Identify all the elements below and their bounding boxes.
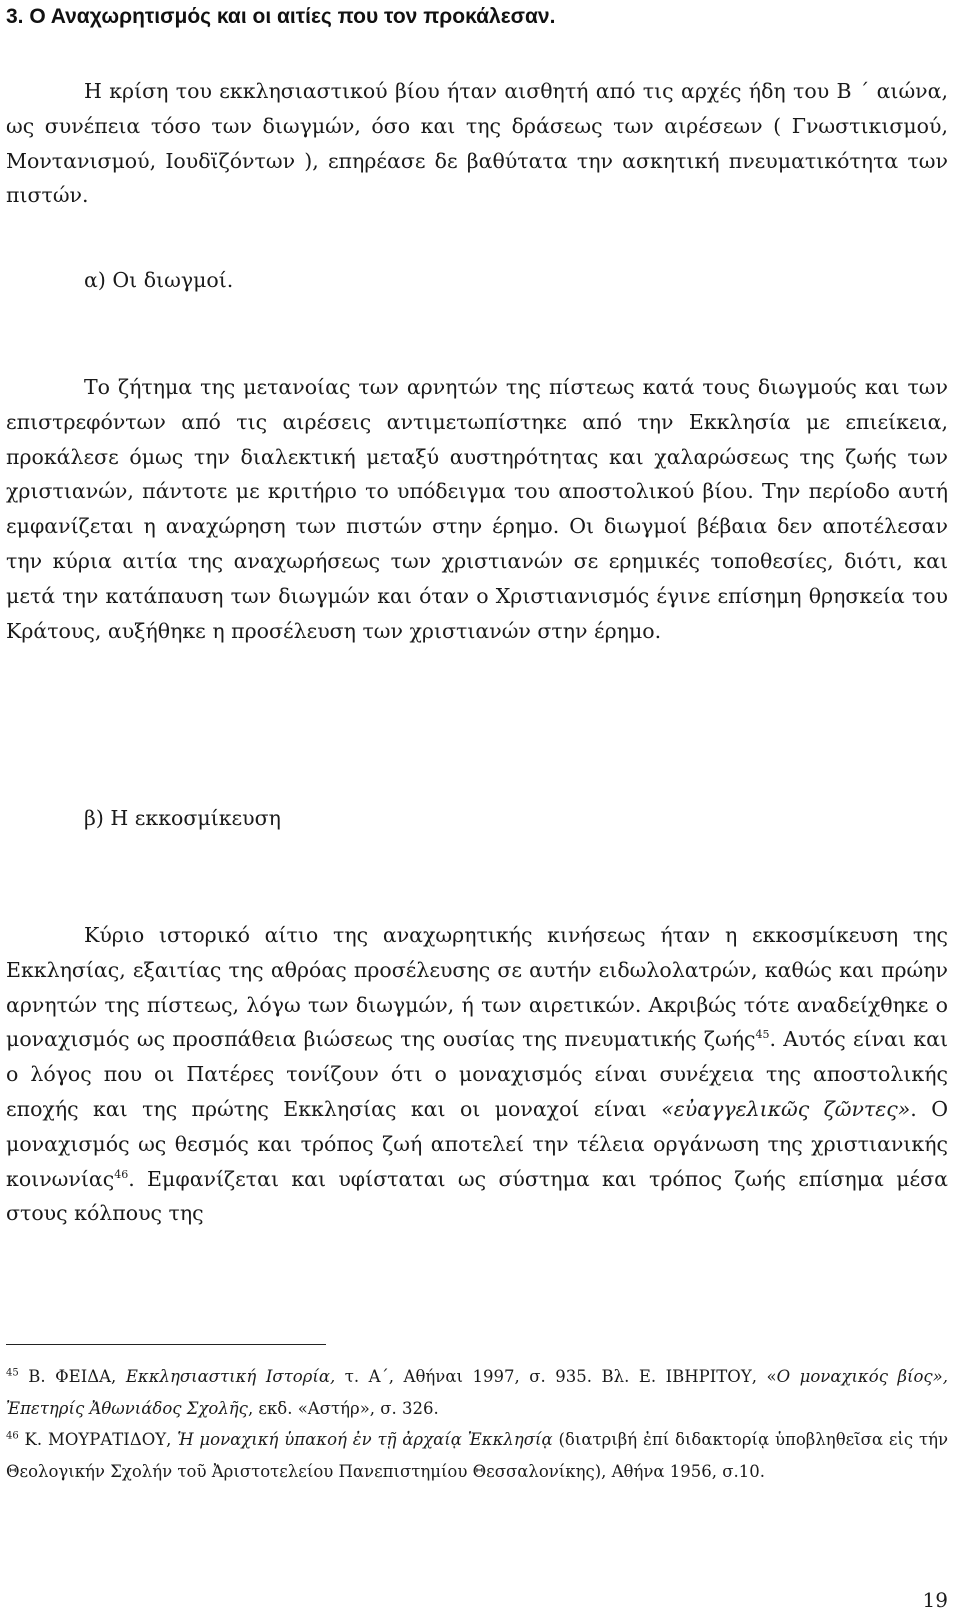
subsection-title-b: β) Η εκκοσμίκευση [84, 806, 281, 830]
footnote-divider [6, 1344, 326, 1345]
footnotes [6, 1361, 948, 1487]
footnote-text: , εκδ. «Αστήρ», σ. 326. [247, 1398, 439, 1418]
footnote-number: 45 [6, 1367, 19, 1379]
paragraph-text: Κύριο ιστορικό αίτιο της αναχωρητικής κινήσεως ήταν η εκκοσμίκευση της Εκκλησίας, εξαιτίας της αθρόας προσέλευσης σε αυτήν ειδωλολατρών, καθώς και πρώην αρνητών της πίστεως, λόγω των διωγμών, ή των αιρετικών. Ακριβώς τότε αναδείχθηκε ο μοναχισμός ως προσπάθεια βιώσεως της ουσίας της πνευματικής ζωής [6, 923, 948, 1052]
paragraph-text: . Αυτός είναι και ο λόγος που οι Πατέρες τονίζουν ότι ο μοναχισμός είναι συνέχεια της αποστολικής εποχής και της πρώτης Εκκλησίας και οι μοναχοί είναι [6, 1027, 948, 1121]
intro-paragraph: Η κρίση του εκκλησιαστικού βίου ήταν αισθητή από τις αρχές ήδη του Β ΄ αιώνα, ως συνέπεια τόσο των διωγμών, όσο και της δράσεως των αιρέσεων ( Γνωστικισμού, Μοντανισμού, Ιουδϊζόντων ), επηρέασε δε βαθύτατα την ασκητική πνευματικότητα των πιστών. [6, 79, 948, 208]
footnote-text: (διατριβή ἐπί διδακτορίᾳ ὑποβληθεῖσα εἰς τήν Θεολογικήν Σχολήν τοῦ Ἀριστοτελείου Πανεπιστημίου Θεσσαλονίκης), Αθήνα 1956, σ.10. [6, 1430, 949, 1481]
footnote-title: Ο μοναχικός βίος», Ἐπετηρίς Ἀθωνιάδος Σχολῆς [6, 1367, 948, 1418]
subsection-title-a: α) Οι διωγμοί. [84, 268, 234, 292]
quoted-phrase: «εὐαγγελικῶς ζῶντες» [661, 1096, 911, 1121]
footnote-title: Εκκλησιαστική Ιστορία, [125, 1367, 336, 1386]
footnote-title: Ἡ μοναχική ὑπακοή ἐν τῇ ἀρχαίᾳ Ἐκκλησίᾳ [177, 1430, 553, 1449]
footnote-author: Β. ΦΕΙΔΑ, [18, 1367, 126, 1386]
paragraph-text: . Εμφανίζεται και υφίσταται ως σύστημα και τρόπος ζωής επίσημα μέσα στους κόλπους της [6, 1166, 948, 1226]
persecutions-paragraph: Το ζήτημα της μετανοίας των αρνητών της πίστεως κατά τους διωγμούς και των επιστρεφόντων από τις αιρέσεις αντιμετωπίστηκε από την Εκκλησία με επιείκεια, προκάλεσε όμως την διαλεκτική μεταξύ αυστηρότητας και χαλαρώσεως της ζωής των χριστιανών, πάντοτε με κριτήριο το υπόδειγμα του αποστολικού βίου. Την περίοδο αυτή εμφανίζεται η αναχώρηση των πιστών στην έρημο. Οι διωγμοί βέβαια δεν αποτέλεσαν την κύρια αιτία της αναχωρήσεως των χριστιανών σε ερημικές τοποθεσίες, διότι, και μετά την κατάπαυση των διωγμών και όταν ο Χριστιανισμός έγινε επίσημη θρησκεία του Κράτους, αυξήθηκε η προσέλευση των χριστιανών στην έρημο. [6, 375, 948, 643]
paragraph-text: . Ο μοναχισμός ως θεσμός και τρόπος ζωή αποτελεί την τέλεια οργάνωση της χριστιανικής κοινωνίας [6, 1096, 948, 1191]
page-number: 19 [922, 1588, 948, 1612]
footnote-author: Κ. ΜΟΥΡΑΤΙΔΟΥ, [18, 1430, 178, 1449]
section-heading: 3. Ο Αναχωρητισμός και οι αιτίες που τον προκάλεσαν. [6, 5, 556, 28]
footnote-ref-46[interactable]: 46 [114, 1167, 129, 1181]
footnote-ref-45[interactable]: 45 [755, 1028, 770, 1042]
footnote-number: 46 [6, 1430, 19, 1442]
footnote-46 [6, 1424, 948, 1487]
secularization-paragraph [6, 918, 948, 1231]
footnote-45 [6, 1361, 948, 1424]
footnote-text: τ. Α΄, Αθήναι 1997, σ. 935. Βλ. Ε. ΙΒΗΡΙΤΟΥ, « [335, 1367, 777, 1386]
